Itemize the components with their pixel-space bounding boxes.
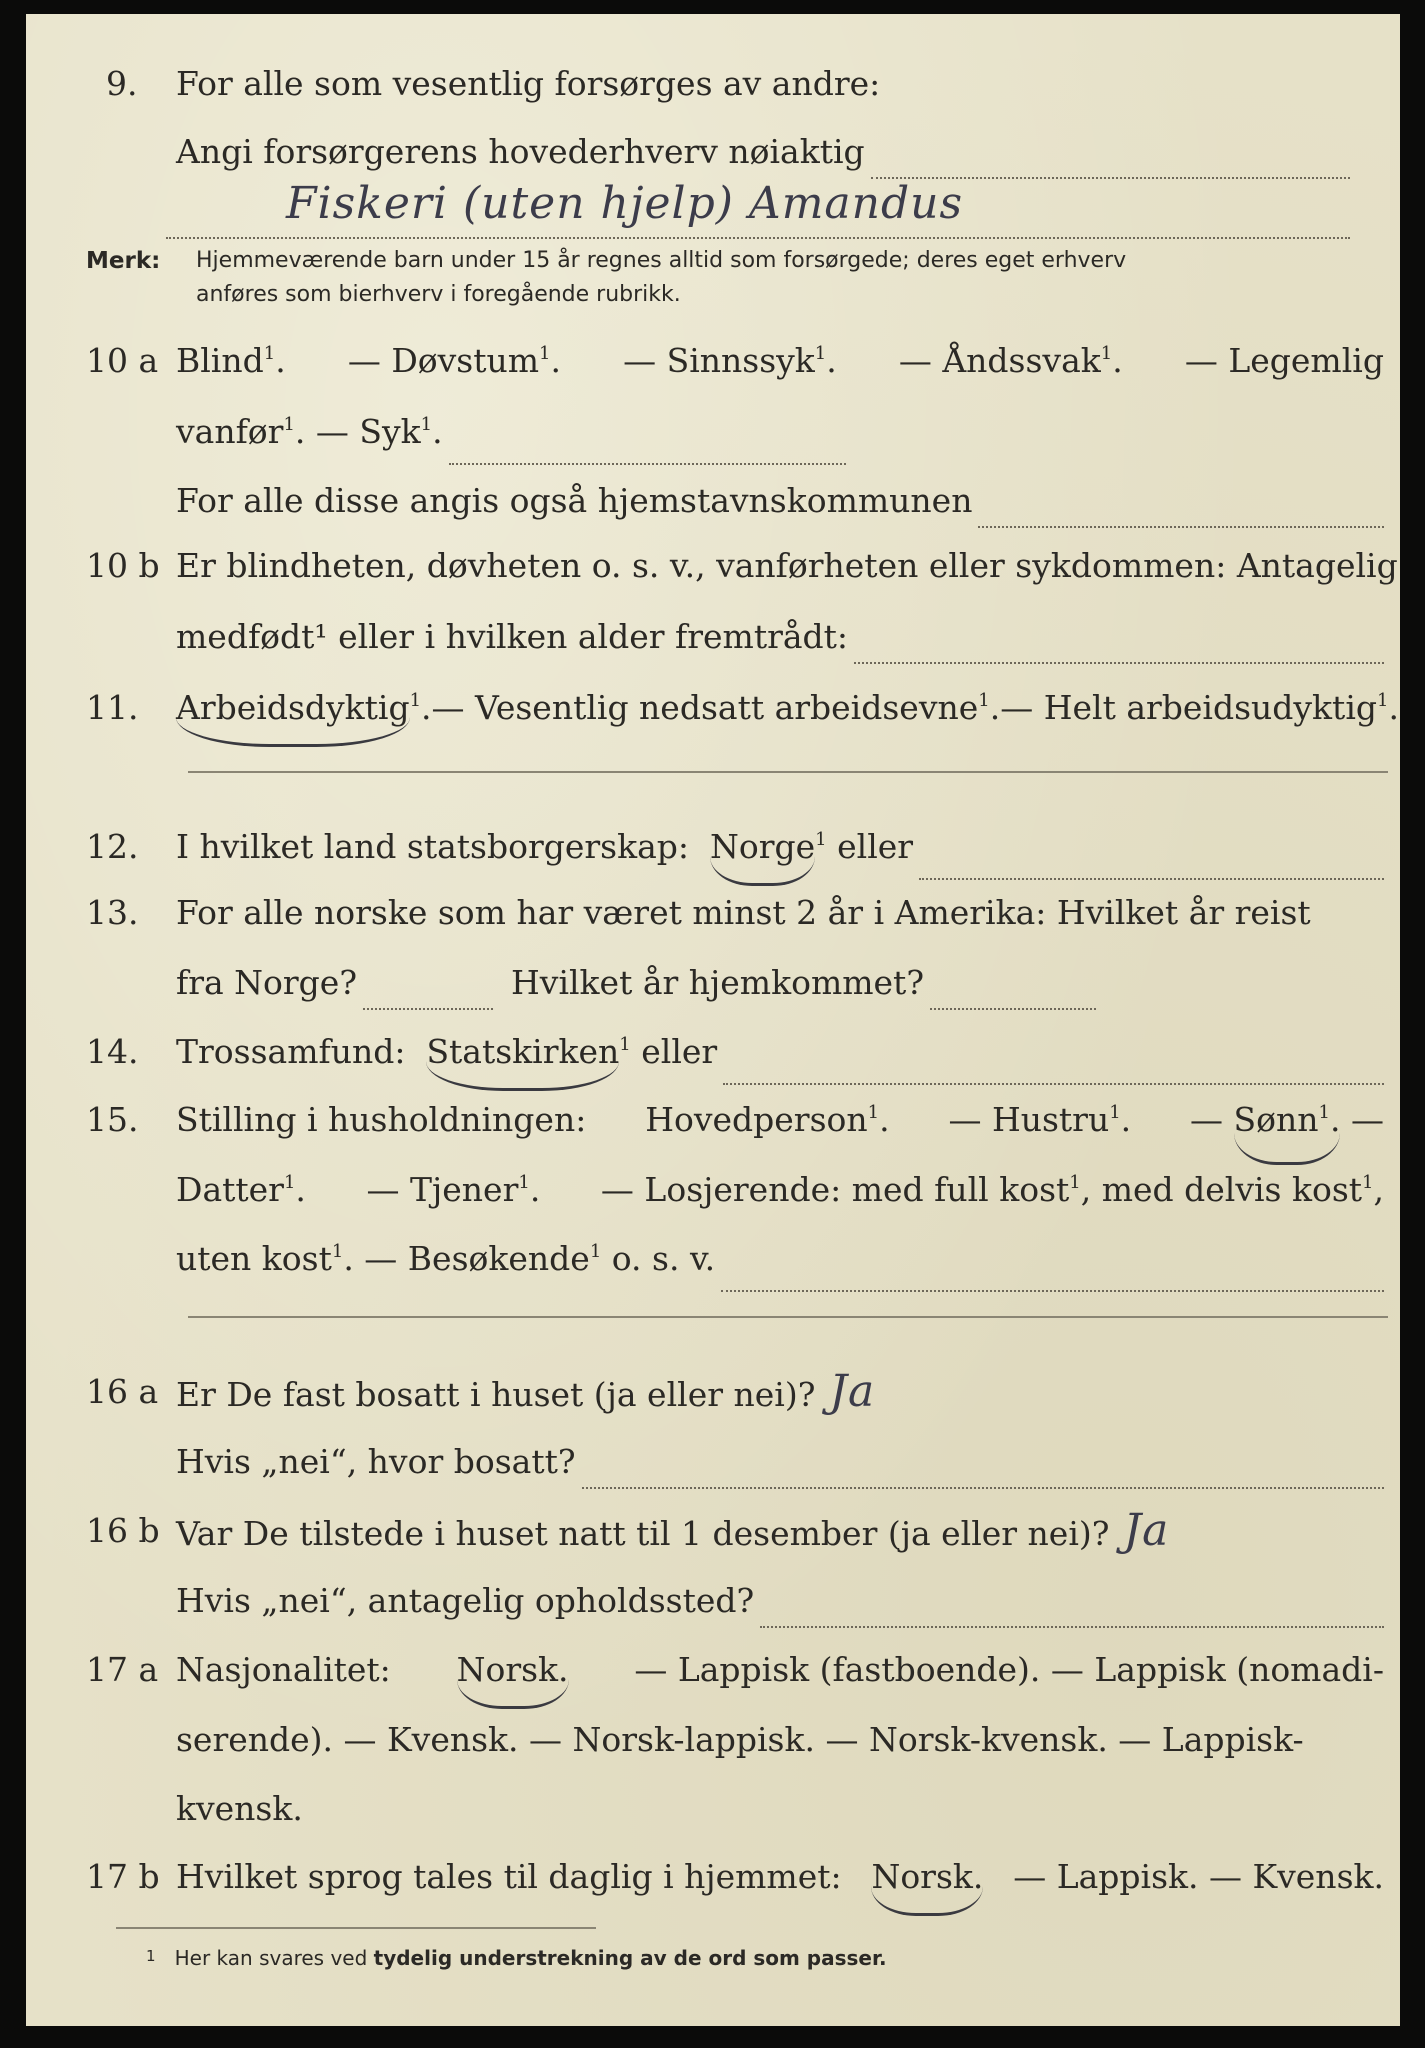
q10b-row: [26, 531, 1400, 601]
q17a-options-3: kvensk.: [176, 1789, 303, 1828]
q13-hjemkommet-answer-line[interactable]: [930, 1008, 1096, 1010]
option-legemlig[interactable]: — Legemlig: [1184, 341, 1384, 380]
q17a-options-2: serende). — Kvensk. — Norsk-lappisk. — Norsk-kvensk. — Lappisk-: [176, 1720, 1304, 1759]
q9-prompt: Angi forsørgerens hovederhverv nøiaktig: [176, 132, 865, 171]
q13-row: [26, 878, 1400, 948]
q9-text: For alle som vesentlig forsørges av andre:: [176, 64, 881, 103]
q15-row-2: Datter$^1$. — Tjener$^1$. — Losjerende: med full kost$^1$, med delvis kost$^1$,: [176, 1170, 1384, 1209]
option-sonn[interactable]: Sønn$^1$.: [1234, 1085, 1341, 1165]
q17a-prompt: Nasjonalitet:: [176, 1650, 391, 1689]
q11-row: 11. Arbeidsdyktig$^1$. — Vesentlig nedsatt arbeidsevne$^1$. — Helt arbeidsudyktig$^1$.: [26, 673, 1400, 743]
option-arbeidsudyktig[interactable]: — Helt arbeidsudyktig: [1000, 688, 1377, 727]
q10a-row-2: vanfør 1 . — Syk 1 .: [26, 397, 1400, 467]
q16a-row: [26, 1357, 1400, 1427]
q9-handwritten-answer[interactable]: Fiskeri (uten hjelp) Amandus: [286, 178, 964, 229]
option-syk[interactable]: — Syk: [315, 412, 421, 451]
option-uten-kost[interactable]: uten kost: [176, 1239, 332, 1278]
q11-number: 11.: [86, 688, 139, 727]
q16b-number: 16 b: [86, 1511, 160, 1550]
option-hustru[interactable]: — Hustru: [948, 1100, 1110, 1139]
q16a-number: 16 a: [86, 1372, 159, 1411]
q15-osv: o. s. v.: [611, 1239, 716, 1278]
q9-answer-row: [26, 177, 1400, 247]
q12-prompt: I hvilket land statsborgerskap:: [176, 827, 690, 866]
q13-text: For alle norske som har været minst 2 år i Amerika: Hvilket år reist: [176, 893, 1311, 932]
q15-number: 15.: [86, 1100, 139, 1139]
q10b-number: 10 b: [86, 546, 160, 585]
q9-row: [26, 49, 1400, 119]
q16b-row: [26, 1496, 1400, 1566]
q16a-handwritten-answer[interactable]: Ja: [829, 1366, 876, 1417]
q17b-options: — Lappisk. — Kvensk.: [1013, 1857, 1384, 1896]
option-vanfor[interactable]: vanfør: [176, 412, 284, 451]
q17a-options-1: — Lappisk (fastboende). — Lappisk (nomadi-: [634, 1650, 1384, 1689]
option-dovstum[interactable]: — Døvstum: [347, 341, 540, 380]
option-andssvak[interactable]: — Åndssvak: [898, 341, 1101, 380]
option-tjener[interactable]: — Tjener: [366, 1170, 519, 1209]
option-full-kost[interactable]: — Losjerende: med full kost: [600, 1170, 1070, 1209]
q12-number: 12.: [86, 827, 139, 866]
footnote-mark: 1: [146, 1947, 156, 1965]
q13-reist-answer-line[interactable]: [363, 1008, 493, 1010]
q16a-bosatt-prompt: Hvis „nei“, hvor bosatt?: [176, 1442, 576, 1481]
divider: [188, 771, 1388, 773]
q9-number: 9.: [106, 64, 138, 103]
q13-row-2: [26, 948, 1400, 1018]
q10b-answer-line[interactable]: [854, 662, 1384, 664]
footnote-emphasis: tydelig understrekning av de ord som passer.: [373, 1946, 887, 1970]
q16b-handwritten-answer[interactable]: Ja: [1123, 1505, 1170, 1556]
q10a-row: 10 a Blind$^1$. — Døvstum$^1$. — Sinnssyk$^1$. — Åndssvak$^1$. — Legemlig: [26, 326, 1400, 396]
q15-row: 15. Stilling i husholdningen: Hovedperson$^1$. — Hustru$^1$. — Sønn$^1$. —: [26, 1085, 1400, 1155]
q14-number: 14.: [86, 1032, 139, 1071]
hjemstavn-answer-line[interactable]: [978, 526, 1384, 528]
option-besokende[interactable]: — Besøkende: [364, 1239, 590, 1278]
q10a-hjemstavn-prompt: For alle disse angis også hjemstavnskommunen: [176, 481, 973, 520]
q16a-bosatt-answer-line[interactable]: [582, 1487, 1384, 1489]
q10b-prompt: medfødt¹ eller i hvilken alder fremtrådt:: [176, 617, 849, 656]
q14-eller: eller: [641, 1032, 718, 1071]
q16a-row-2: [26, 1427, 1400, 1497]
option-blind[interactable]: Blind: [176, 341, 264, 380]
footnote-divider: [116, 1927, 596, 1929]
q16b-row-2: [26, 1566, 1400, 1636]
option-datter[interactable]: Datter: [176, 1170, 284, 1209]
q10b-text: Er blindheten, døvheten o. s. v., vanførheten eller sykdommen: Antagelig: [176, 546, 1398, 585]
q13-hjemkommet-prompt: Hvilket år hjemkommet?: [511, 963, 925, 1002]
q17b-number: 17 b: [86, 1857, 160, 1896]
q13-reist-prompt: fra Norge?: [176, 963, 358, 1002]
q14-prompt: Trossamfund:: [176, 1032, 406, 1071]
q17a-row: [26, 1635, 1400, 1705]
q15-answer-line[interactable]: [721, 1290, 1384, 1292]
q15-row-3: uten kost 1 . — Besøkende 1 o. s. v.: [26, 1224, 1400, 1294]
footnote-text: Her kan svares ved: [174, 1946, 368, 1970]
option-statskirken[interactable]: Statskirken: [426, 1017, 619, 1091]
option-hovedperson[interactable]: Hovedperson: [645, 1100, 868, 1139]
option-norsk-sprog[interactable]: Norsk.: [871, 1842, 983, 1916]
q17b-prompt: Hvilket sprog tales til daglig i hjemmet:: [176, 1857, 842, 1896]
option-delvis-kost[interactable]: , med delvis kost: [1080, 1170, 1363, 1209]
q16b-opholdssted-answer-line[interactable]: [760, 1626, 1384, 1628]
option-nedsatt-arbeidsevne[interactable]: — Vesentlig nedsatt arbeidsevne: [431, 688, 979, 727]
census-form-page: [26, 14, 1400, 2026]
q10b-row-2: [26, 602, 1400, 672]
q16b-prompt: Var De tilstede i huset natt til 1 desember (ja eller nei)?: [176, 1514, 1110, 1553]
q10a-number: 10 a: [86, 341, 159, 380]
option-arbeidsdyktig[interactable]: Arbeidsdyktig: [176, 673, 410, 747]
option-sinnssyk[interactable]: — Sinnssyk: [623, 341, 815, 380]
q12-eller: eller: [837, 827, 914, 866]
q15-prompt: Stilling i husholdningen:: [176, 1100, 587, 1139]
merk-note: [86, 244, 1127, 307]
q17a-row-3: [26, 1774, 1400, 1844]
q13-number: 13.: [86, 893, 139, 932]
q10a-row-3: [26, 466, 1400, 536]
q16b-opholdssted-prompt: Hvis „nei“, antagelig opholdssted?: [176, 1581, 755, 1620]
q16a-prompt: Er De fast bosatt i huset (ja eller nei)?: [176, 1375, 816, 1414]
merk-line-2: anføres som bierhverv i foregående rubrikk.: [196, 282, 681, 307]
q17b-row: [26, 1842, 1400, 1912]
divider: [188, 1316, 1388, 1318]
option-norsk-nasjonalitet[interactable]: Norsk.: [457, 1635, 569, 1709]
q17a-number: 17 a: [86, 1650, 159, 1689]
q14-row: 14. Trossamfund: Statskirken 1 eller: [26, 1017, 1400, 1087]
q12-row: 12. I hvilket land statsborgerskap: Norge 1 eller: [26, 812, 1400, 882]
merk-label: Merk:: [86, 248, 161, 274]
q17a-row-2: [26, 1705, 1400, 1775]
footnote: [146, 1946, 887, 1970]
option-norge[interactable]: Norge: [710, 812, 815, 886]
merk-line-1: Hjemmeværende barn under 15 år regnes alltid som forsørgede; deres eget erhverv: [196, 248, 1127, 273]
